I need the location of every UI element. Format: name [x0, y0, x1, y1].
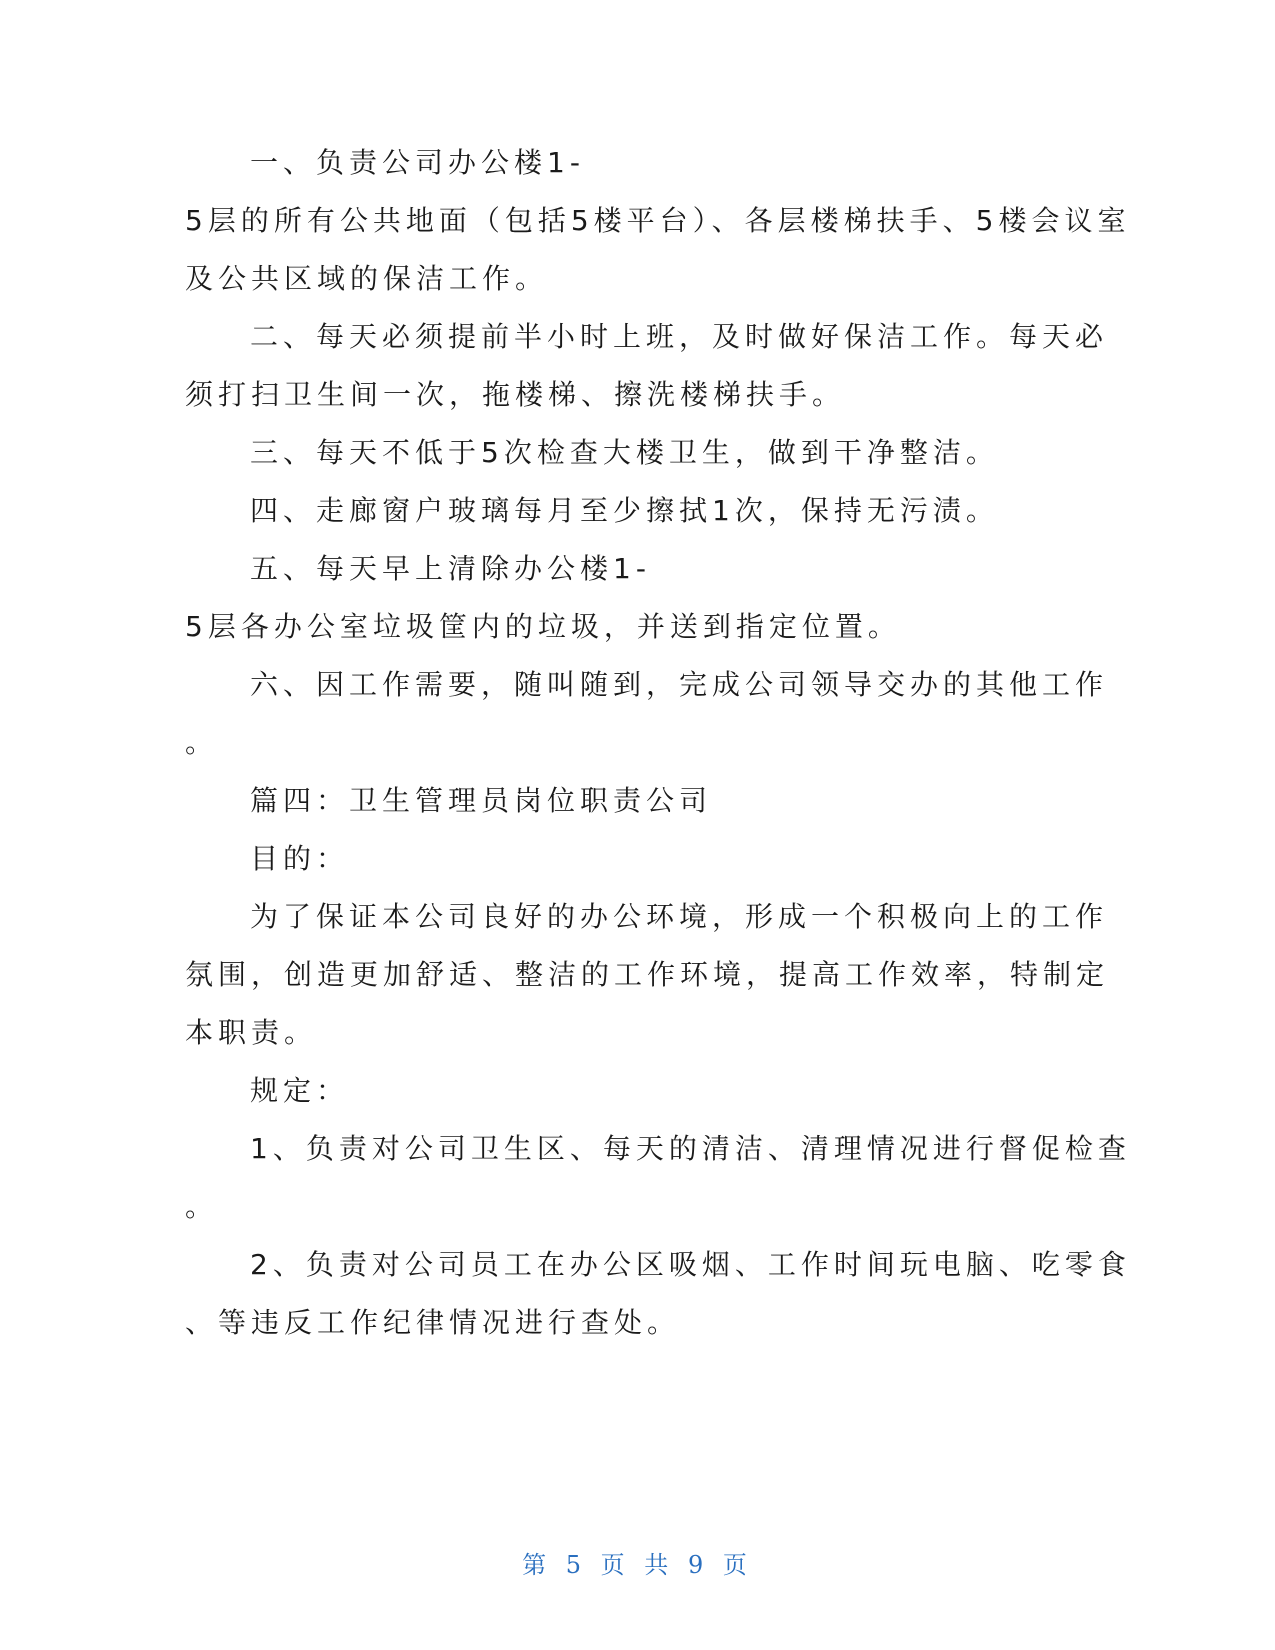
- text-line: 氛围，创造更加舒适、整洁的工作环境，提高工作效率，特制定: [185, 958, 1110, 991]
- text-line: 5层各办公室垃圾筐内的垃圾，并送到指定位置。: [185, 610, 901, 643]
- text-line: 2、负责对公司员工在办公区吸烟、工作时间玩电脑、吃零食: [250, 1248, 1131, 1281]
- text-line: 。: [185, 1190, 219, 1223]
- text-line: 及公共区域的保洁工作。: [185, 262, 549, 295]
- text-line: 五、每天早上清除办公楼1-: [250, 552, 651, 585]
- text-line: 。: [185, 726, 219, 759]
- text-line: 为了保证本公司良好的办公环境，形成一个积极向上的工作: [250, 900, 1109, 933]
- text-line: 六、因工作需要，随叫随到，完成公司领导交办的其他工作: [250, 668, 1109, 701]
- text-line: 须打扫卫生间一次，拖楼梯、擦洗楼梯扶手。: [185, 378, 846, 411]
- text-line: 规定：: [250, 1074, 350, 1107]
- text-line: 三、每天不低于5次检查大楼卫生，做到干净整洁。: [250, 436, 999, 469]
- text-line: 1、负责对公司卫生区、每天的清洁、清理情况进行督促检查: [250, 1132, 1131, 1165]
- page-number-footer: 第 5 页 共 9 页: [522, 1551, 753, 1579]
- text-line: 目的：: [250, 842, 350, 875]
- section-heading: 篇四：卫生管理员岗位职责公司: [250, 784, 713, 817]
- text-line: 本职责。: [185, 1016, 318, 1049]
- text-line: 二、每天必须提前半小时上班，及时做好保洁工作。每天必: [250, 320, 1109, 353]
- text-line: 一、负责公司办公楼1-: [250, 146, 585, 179]
- text-line: 四、走廊窗户玻璃每月至少擦拭1次，保持无污渍。: [250, 494, 999, 527]
- text-line: 、等违反工作纪律情况进行查处。: [185, 1306, 681, 1339]
- text-line: 5层的所有公共地面（包括5楼平台）、各层楼梯扶手、5楼会议室: [185, 204, 1131, 237]
